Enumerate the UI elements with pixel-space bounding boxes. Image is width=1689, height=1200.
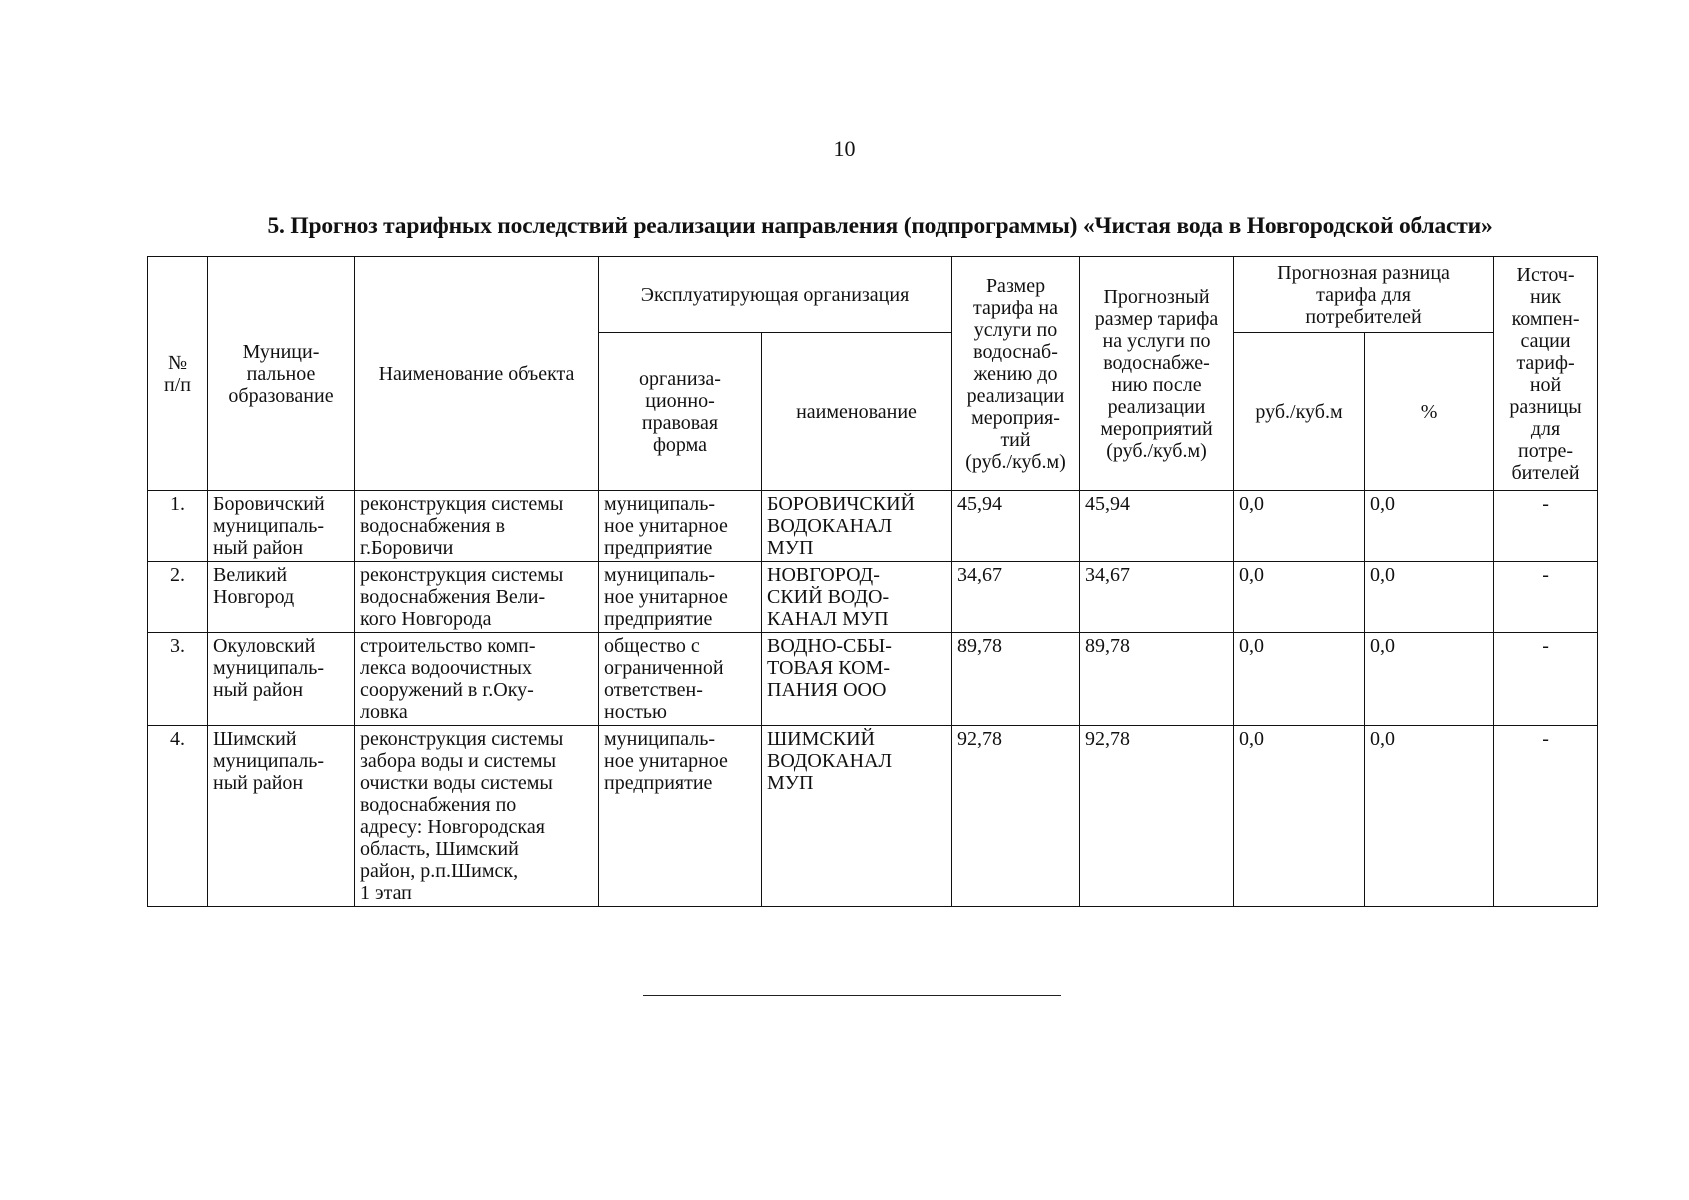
header-operator-group: Эксплуатирующая организация (599, 257, 952, 333)
cell-tariff-before: 34,67 (952, 562, 1080, 633)
cell-num: 3. (148, 633, 208, 726)
header-diff-pct: % (1365, 333, 1494, 491)
cell-tariff-before: 45,94 (952, 491, 1080, 562)
cell-org-form: муниципаль- ное унитарное предприятие (599, 491, 762, 562)
header-num: № п/п (148, 257, 208, 491)
cell-diff-pct: 0,0 (1365, 726, 1494, 907)
cell-diff-pct: 0,0 (1365, 562, 1494, 633)
cell-municipality: Великий Новгород (208, 562, 355, 633)
cell-num: 2. (148, 562, 208, 633)
cell-num: 1. (148, 491, 208, 562)
cell-compensation-source: - (1494, 726, 1598, 907)
cell-diff-rub: 0,0 (1234, 726, 1365, 907)
cell-org-form: муниципаль- ное унитарное предприятие (599, 562, 762, 633)
cell-municipality: Шимский муниципаль- ный район (208, 726, 355, 907)
cell-object: реконструкция системы водоснабжения в г.Боровичи (355, 491, 599, 562)
table-row (148, 491, 1598, 562)
cell-compensation-source: - (1494, 491, 1598, 562)
header-difference-group: Прогнозная разница тарифа для потребителей (1234, 257, 1494, 333)
header-org-name: наименование (762, 333, 952, 491)
header-org-form: организа- ционно- правовая форма (599, 333, 762, 491)
cell-org-name: ВОДНО-СБЫ- ТОВАЯ КОМ- ПАНИЯ ООО (762, 633, 952, 726)
table-row (148, 633, 1598, 726)
cell-diff-rub: 0,0 (1234, 562, 1365, 633)
cell-org-name: НОВГОРОД- СКИЙ ВОДО- КАНАЛ МУП (762, 562, 952, 633)
cell-tariff-before: 92,78 (952, 726, 1080, 907)
cell-compensation-source: - (1494, 633, 1598, 726)
cell-num: 4. (148, 726, 208, 907)
cell-tariff-after: 45,94 (1080, 491, 1234, 562)
cell-tariff-after: 34,67 (1080, 562, 1234, 633)
tariff-forecast-table (147, 256, 1598, 907)
cell-diff-rub: 0,0 (1234, 491, 1365, 562)
header-tariff-after: Прогнозный размер тарифа на услуги по водоснабже- нию после реализации мероприятий (руб./куб.м) (1080, 257, 1234, 491)
header-row-top (148, 257, 1598, 333)
cell-municipality: Окуловский муниципаль- ный район (208, 633, 355, 726)
cell-org-form: общество с ограниченной ответствен- ностью (599, 633, 762, 726)
header-compensation-source: Источ- ник компен- сации тариф- ной разницы для потре- бителей (1494, 257, 1598, 491)
header-municipality: Муници- пальное образование (208, 257, 355, 491)
cell-tariff-before: 89,78 (952, 633, 1080, 726)
cell-diff-pct: 0,0 (1365, 491, 1494, 562)
table-row (148, 562, 1598, 633)
table-row (148, 726, 1598, 907)
header-object-name: Наименование объекта (355, 257, 599, 491)
cell-org-name: БОРОВИЧСКИЙ ВОДОКАНАЛ МУП (762, 491, 952, 562)
cell-diff-rub: 0,0 (1234, 633, 1365, 726)
cell-org-form: муниципаль- ное унитарное предприятие (599, 726, 762, 907)
cell-object: реконструкция системы водоснабжения Вели- кого Новгорода (355, 562, 599, 633)
cell-object: реконструкция системы забора воды и системы очистки воды системы водоснабжения по адресу: Новгородская область, Шимский район, р.п.Шимск, 1 этап (355, 726, 599, 907)
cell-object: строительство комп- лекса водоочистных сооружений в г.Оку- ловка (355, 633, 599, 726)
header-tariff-before: Размер тарифа на услуги по водоснаб- жению до реализации мероприя- тий (руб./куб.м) (952, 257, 1080, 491)
cell-tariff-after: 89,78 (1080, 633, 1234, 726)
cell-diff-pct: 0,0 (1365, 633, 1494, 726)
cell-compensation-source: - (1494, 562, 1598, 633)
page-number: 10 (833, 136, 856, 161)
cell-municipality: Боровичский муниципаль- ный район (208, 491, 355, 562)
cell-org-name: ШИМСКИЙ ВОДОКАНАЛ МУП (762, 726, 952, 907)
footer-divider (643, 995, 1061, 996)
document-title: 5. Прогноз тарифных последствий реализации направления (подпрограммы) «Чистая вода в Новгородской области» (267, 213, 1493, 239)
header-diff-rub: руб./куб.м (1234, 333, 1365, 491)
cell-tariff-after: 92,78 (1080, 726, 1234, 907)
